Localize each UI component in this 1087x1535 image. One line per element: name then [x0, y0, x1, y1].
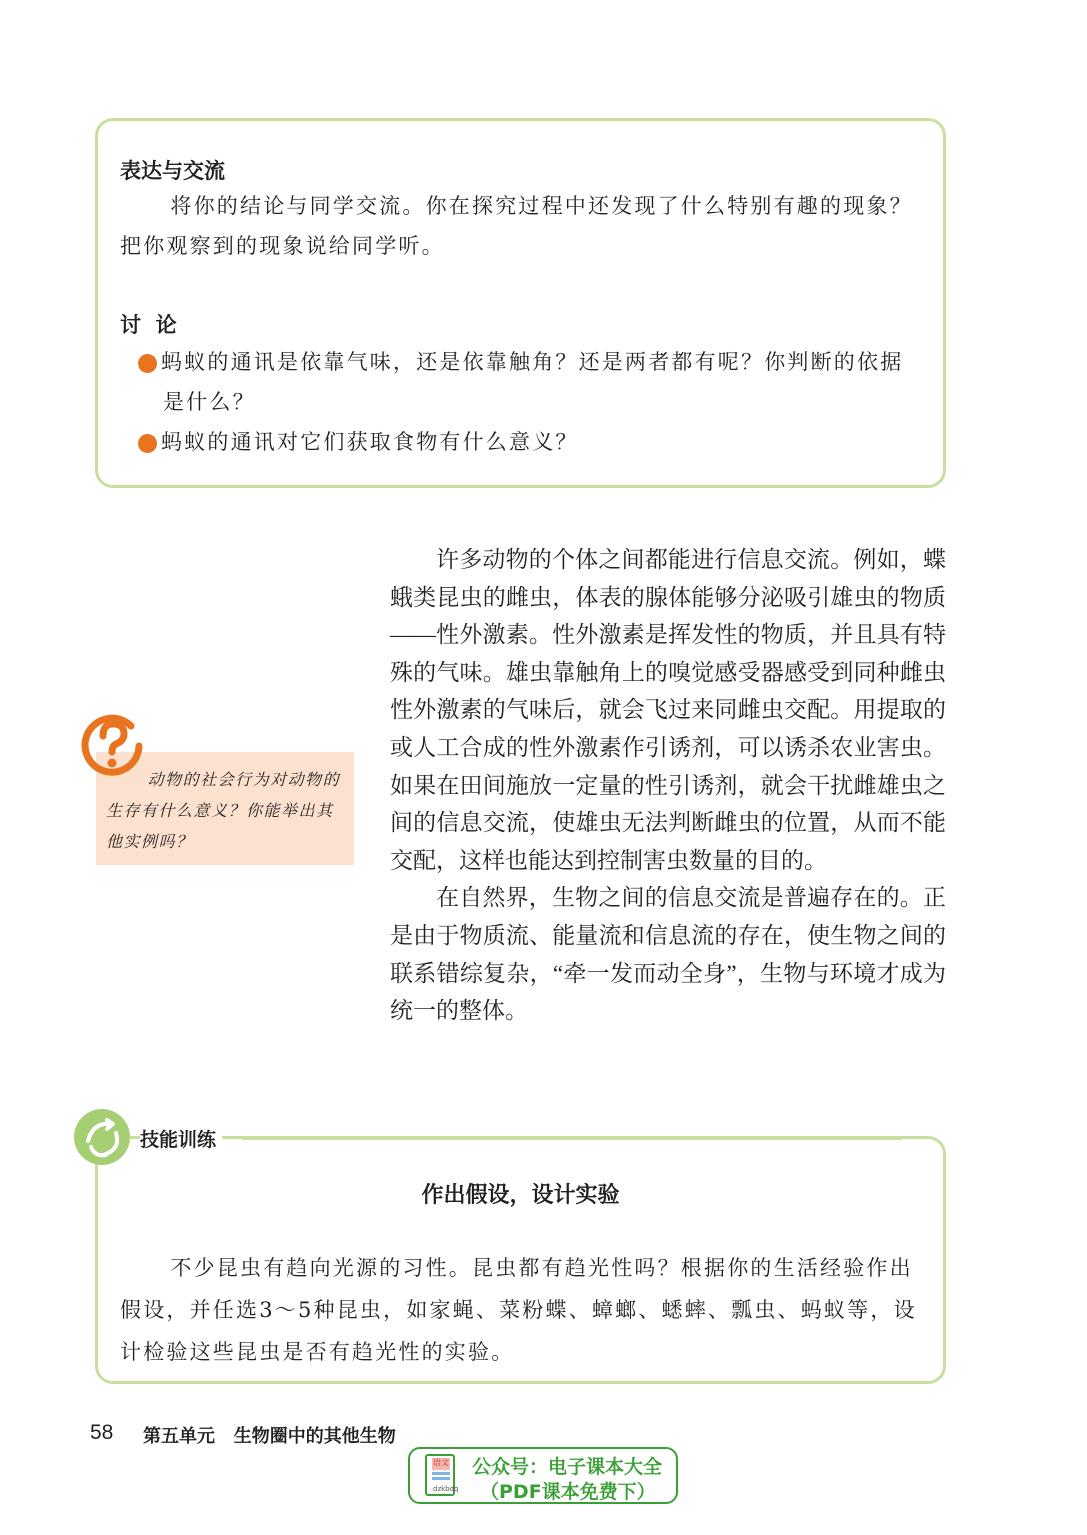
skill-icon [73, 1108, 131, 1166]
watermark-badge [408, 1447, 678, 1504]
discussion-item [130, 342, 922, 462]
divider [242, 1137, 902, 1140]
icon-text: 语文 [433, 1458, 449, 1467]
main-text [390, 541, 946, 1030]
discussion-item-text: 蚂蚁的通讯是依靠气味，还是依靠触角？还是两者都有呢？你判断的依据是什么？ [161, 350, 904, 414]
watermark-small-text: dzkbdq [433, 1485, 459, 1493]
skill-title: 作出假设，设计实验 [421, 1183, 620, 1208]
main-paragraph: 许多动物的个体之间都能进行信息交流。例如，蝶蛾类昆虫的雌虫，体表的腺体能够分泌吸引雄虫的物质——性外激素。性外激素是挥发性的物质，并且具有特殊的气味。雄虫靠触角上的嗅觉感受器感受到同种雌虫性外激素的气味后，就会飞过来同雌虫交配。用提取的或人工合成的性外激素作引诱剂，可以诱杀农业害虫。如果在田间施放一定量的性引诱剂，就会干扰雌雄虫之间的信息交流，使雄虫无法判断雌虫的位置，从而不能交配，这样也能达到控制害虫数量的目的。 [390, 547, 946, 873]
page-number: 58 [90, 1421, 114, 1444]
watermark-line2: （PDF课本免费下） [480, 1481, 656, 1503]
question-icon [79, 712, 145, 778]
number-badge: 1 [138, 354, 157, 373]
side-note-text: 动物的社会行为对动物的生存有什么意义？你能举出其他实例吗？ [106, 770, 341, 851]
express-heading: 表达与交流 [120, 159, 225, 183]
discussion-heading: 讨 论 [120, 313, 177, 337]
number-badge: 2 [138, 434, 157, 453]
discussion-item-text: 蚂蚁的通讯对它们获取食物有什么意义？ [161, 430, 579, 454]
skill-label: 技能训练 [140, 1125, 222, 1152]
skill-body: 不少昆虫有趋向光源的习性。昆虫都有趋光性吗？根据你的生活经验作出假设，并任选3～5种昆虫，如家蝇、菜粉蝶、蟑螂、蟋蟀、瓢虫、蚂蚁等，设计检验这些昆虫是否有趋光性的实验。 [120, 1256, 917, 1364]
chapter-title: 第五单元 生物圈中的其他生物 [143, 1426, 396, 1447]
watermark-line1: 公众号：电子课本大全 [472, 1456, 663, 1478]
express-body: 将你的结论与同学交流。你在探究过程中还发现了什么特别有趣的现象？把你观察到的现象说给同学听。 [120, 194, 913, 258]
main-paragraph: 在自然界，生物之间的信息交流是普遍存在的。正是由于物质流、能量流和信息流的存在，使生物之间的联系错综复杂，“牵一发而动全身”，生物与环境才成为统一的整体。 [390, 885, 946, 1024]
